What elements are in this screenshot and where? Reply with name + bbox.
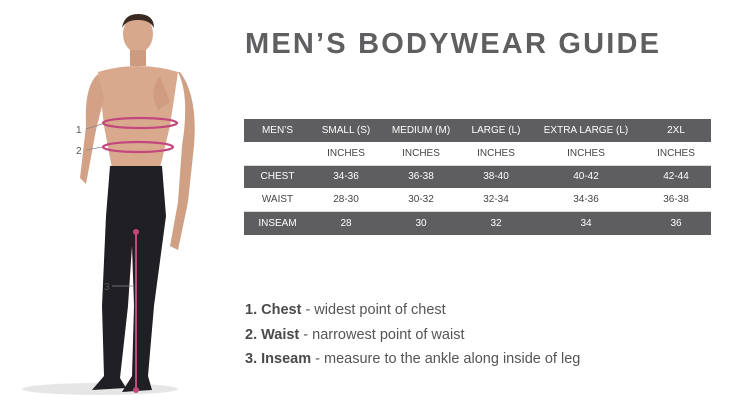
table-cell: 38-40 (461, 165, 531, 188)
legend-term: Chest (261, 302, 302, 318)
marker-3: 3 (104, 282, 110, 293)
table-cell: WAIST (244, 188, 311, 211)
marker-2: 2 (76, 146, 82, 157)
table-cell: 34-36 (531, 188, 641, 211)
header-cell: SMALL (S) (311, 119, 381, 142)
header-cell: LARGE (L) (461, 119, 531, 142)
measurement-legend (245, 298, 580, 372)
units-cell: INCHES (461, 142, 531, 165)
legend-item-chest (245, 298, 580, 323)
legend-term: Inseam (261, 351, 312, 367)
table-cell: INSEAM (244, 212, 311, 235)
table-cell: 32-34 (461, 188, 531, 211)
table-cell: 28-30 (311, 188, 381, 211)
table-cell: 28 (311, 212, 381, 235)
units-cell (244, 142, 311, 165)
marker-1: 1 (76, 125, 82, 136)
table-row-waist (244, 188, 711, 211)
legend-desc: - narrowest point of waist (299, 326, 465, 343)
legend-number: 2. (245, 326, 258, 343)
table-cell: CHEST (244, 165, 311, 188)
legend-item-inseam (245, 347, 580, 372)
units-cell: INCHES (531, 142, 641, 165)
table-cell: 36-38 (641, 188, 711, 211)
legend-item-waist (245, 323, 580, 348)
table-row-inseam (244, 212, 711, 235)
table-row-chest (244, 165, 711, 188)
page-title: MEN’S BODYWEAR GUIDE (245, 28, 662, 60)
header-cell: 2XL (641, 119, 711, 142)
table-units-row (244, 142, 711, 165)
table-cell: 30 (381, 212, 461, 235)
table-cell: 40-42 (531, 165, 641, 188)
legend-term: Waist (261, 326, 300, 343)
units-cell: INCHES (641, 142, 711, 165)
units-cell: INCHES (311, 142, 381, 165)
legend-number: 3. (245, 351, 258, 367)
legend-number: 1. (245, 302, 258, 318)
units-cell: INCHES (381, 142, 461, 165)
table-cell: 42-44 (641, 165, 711, 188)
header-cell: MEN’S (244, 119, 311, 142)
size-chart-table (244, 119, 711, 235)
model-figure (20, 6, 220, 406)
table-cell: 36-38 (381, 165, 461, 188)
table-header-row (244, 119, 711, 142)
legend-desc: - widest point of chest (301, 302, 446, 318)
table-cell: 30-32 (381, 188, 461, 211)
table-cell: 34 (531, 212, 641, 235)
legend-desc: - measure to the ankle along inside of leg (311, 351, 581, 367)
header-cell: MEDIUM (M) (381, 119, 461, 142)
table-cell: 32 (461, 212, 531, 235)
table-cell: 34-36 (311, 165, 381, 188)
header-cell: EXTRA LARGE (L) (531, 119, 641, 142)
table-cell: 36 (641, 212, 711, 235)
